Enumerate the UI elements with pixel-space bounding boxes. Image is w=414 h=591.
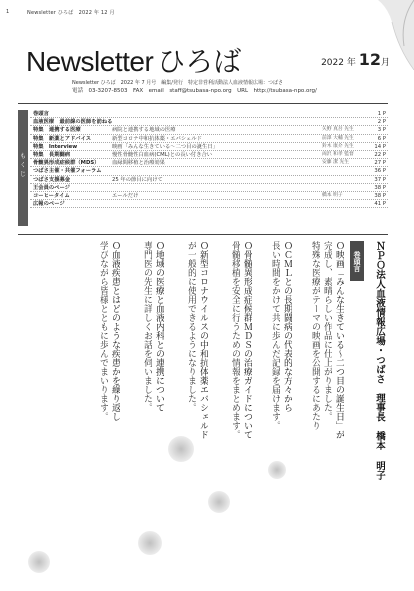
toc-row[interactable] [30, 135, 388, 143]
masthead-title-en: Newsletter [26, 46, 154, 77]
article-headline: ＮＰＯ法人血液情報広場・つばさ 理事長 橋本 明子 [374, 241, 385, 480]
toc-subtitle: 25 年の節目に向けて [112, 176, 163, 183]
ink-smudge [168, 436, 194, 462]
toc-subtitle: 血縁間移植と治療効果 [112, 160, 165, 167]
toc-page: 27 P [374, 160, 386, 167]
ink-smudge [268, 461, 286, 479]
article-column: Ｏ骨髄異形成症候群ＭＤＳの治療ガイドについて [242, 241, 252, 439]
toc-title: つばさ支援募金 [33, 176, 71, 183]
issue-date [321, 50, 390, 69]
toc-page: 22 P [374, 151, 386, 158]
article-body [18, 241, 388, 571]
toc-page: 1 P [377, 111, 386, 117]
article-column: が一般的に使用できるようになりました。 [186, 241, 196, 412]
toc-title: 広報のページ [33, 201, 65, 208]
toc-page: 3 P [377, 127, 386, 134]
toc-author: 前澤 大輔 先生 [322, 135, 354, 141]
ink-smudge [208, 491, 230, 513]
toc-side-label: もくじ [18, 110, 28, 226]
toc-row[interactable] [30, 126, 388, 134]
article-column: ＯＣＭＬとの長期闘病の代表的な方々から [282, 241, 292, 412]
toc-row[interactable] [30, 176, 388, 184]
toc-title: 王会員のページ [33, 184, 70, 191]
article-column: Ｏ血液疾患とはどのような疾患かを繰り返し [110, 241, 120, 421]
issue-year: 2022 年 [321, 58, 356, 68]
running-title: Newsletter ひろば 2022 年 12 月 [27, 10, 115, 16]
toc-row[interactable] [30, 110, 388, 118]
toc-author: 鈴木 康介 先生 [322, 143, 354, 149]
toc-title: 特集 新薬とアドバイス [33, 135, 92, 142]
publisher-line: Newsletter ひろば 2022 年 7 月号 編集/発行 特定非営利活動法人血液情報広場：つばさ [72, 80, 283, 86]
masthead-logo [26, 40, 242, 78]
toc-subtitle: 映画「みんな生きている～二つ目の誕生日」 [112, 143, 218, 150]
article-column: 完成し、素晴らしい作品に仕上がりました。 [322, 241, 332, 421]
toc-subtitle: 慢性骨髄性白血病(CML)との長い付き合い [112, 151, 213, 158]
masthead-title-jp: ひろば [157, 45, 242, 78]
toc-subtitle: エールだけ [112, 192, 139, 199]
article-column: Ｏ地域の医療と血液内科との連携について [154, 241, 164, 412]
toc-author: 橋本 明子 [322, 192, 343, 198]
contact-line: 電話 03-3207-8503 FAX email staff@tsubasa-npo.org URL http://tsubasa-npo.org/ [72, 88, 317, 94]
toc-page: 38 P [374, 184, 386, 191]
toc-page: 2 P [377, 119, 386, 126]
issue-month: 12 [358, 50, 381, 69]
toc-title: 巻頭言 [33, 111, 49, 117]
article-column: 学びながら皆様とともに歩んでまいります。 [98, 241, 108, 421]
ink-smudge [138, 531, 162, 555]
toc-title: 特集 Interview [33, 143, 78, 150]
article-column: Ｏ新型コロナウイルスの中和抗体薬エバシェルド [198, 241, 208, 439]
article-badge: 巻頭言 [350, 241, 364, 281]
toc-title: 血液医療 最前線の医師を訪ねる [33, 119, 113, 126]
toc-row[interactable] [30, 184, 388, 192]
toc-author: 両沢 和孝 監督 [322, 151, 354, 157]
toc-subtitle: 病院と連携する地域の医療 [112, 127, 176, 134]
toc-title: 骨髄異形成症候群（MDS） [33, 160, 100, 167]
issue-month-unit: 月 [380, 58, 390, 68]
toc-title: 特集 長期闘病 [33, 151, 71, 158]
toc-page: 41 P [374, 201, 386, 208]
toc-row[interactable] [30, 200, 388, 208]
toc-row[interactable] [30, 159, 388, 167]
publisher-info [72, 79, 392, 95]
toc-subtitle: 新型コロナ中和抗体薬・エバシェルド [112, 135, 202, 142]
toc-title: コーヒータイム [33, 192, 70, 199]
toc-row[interactable] [30, 192, 388, 200]
toc-page: 36 P [374, 168, 386, 175]
toc-page: 38 P [374, 192, 386, 199]
article-column: 専門医の先生に詳しくお話を伺いました。 [142, 241, 152, 412]
toc-author: 矢野 真吾 先生 [322, 127, 354, 133]
toc-row[interactable] [30, 151, 388, 159]
toc-row[interactable] [30, 167, 388, 175]
page-number: 1 [6, 9, 10, 15]
toc-list [30, 110, 388, 208]
toc-author: 安藤 潔 先生 [322, 160, 350, 166]
toc-row[interactable] [30, 143, 388, 151]
toc-row[interactable] [30, 118, 388, 126]
ink-smudge [28, 551, 50, 573]
article-column: 骨髄移植を安全に行うための情報をまとめます。 [230, 241, 240, 439]
divider-bottom [18, 234, 388, 235]
article-column: Ｏ映画「みんな生きている～二つ目の誕生日」が [334, 241, 344, 439]
toc-title: 特集 連携する医療 [33, 127, 81, 134]
toc-page: 6 P [377, 135, 386, 142]
article-column: 特殊な医療がテーマの映画を公開するにあたり [310, 241, 320, 430]
toc-page: 14 P [374, 143, 386, 150]
toc-title: つばさ主催・共催フォーラム [33, 168, 102, 175]
article-column: 長い時間をかけて共に歩んだ記録を届けます。 [270, 241, 280, 430]
divider-top [18, 103, 388, 104]
page-header [0, 0, 414, 22]
toc-page: 37 P [374, 176, 386, 183]
